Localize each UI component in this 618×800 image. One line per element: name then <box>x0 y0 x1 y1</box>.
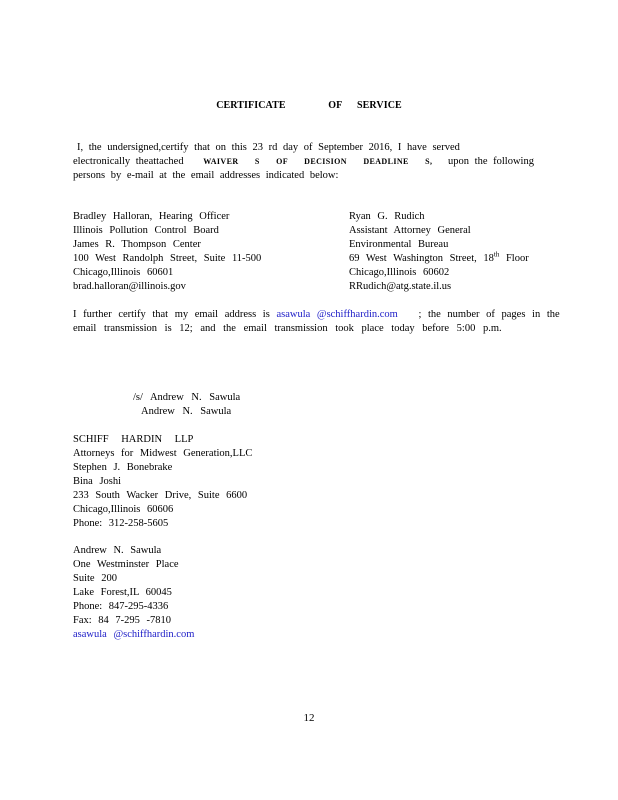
further-certification <box>73 308 560 336</box>
title-word-of: OF <box>328 100 343 111</box>
contact-street <box>349 252 529 266</box>
contact-street: 100 West Randolph Street, Suite 11-500 <box>73 253 262 264</box>
contact-building: James R. Thompson Center <box>73 239 201 250</box>
intro-line-3: persons by e-mail at the email addresses indicated below: <box>73 170 339 181</box>
office-fax: Fax: 84 7-295 -7810 <box>73 615 172 626</box>
intro-line-2 <box>73 155 539 169</box>
further-text-start: I further certify that my email address is <box>73 309 270 320</box>
office-phone: Phone: 847-295-4336 <box>73 601 169 612</box>
sender-email-link[interactable]: asawula @schiffhardin.com <box>276 309 398 320</box>
office-email-link[interactable]: asawula @schiffhardin.com <box>73 629 195 640</box>
contact-title: Assistant Attorney General <box>349 225 471 236</box>
page-number: 12 <box>303 712 315 724</box>
office-street: One Westminster Place <box>73 559 179 570</box>
page-title <box>0 100 618 111</box>
intro-line-2-end: upon the following <box>448 156 534 167</box>
ordinal-superscript: th <box>493 250 500 259</box>
intro-line-2-start: electronically theattached <box>73 156 184 167</box>
firm-street: 233 South Wacker Drive, Suite 6600 <box>73 490 248 501</box>
firm-block <box>73 433 252 531</box>
firm-city: Chicago,Illinois 60606 <box>73 504 174 515</box>
contact-name: Ryan G. Rudich <box>349 211 425 222</box>
firm-name: SCHIFF HARDIN LLP <box>73 434 194 445</box>
signature-line: /s/ Andrew N. Sawula <box>133 392 241 403</box>
firm-role: Attorneys for Midwest Generation,LLC <box>73 448 253 459</box>
service-list-right <box>349 210 529 294</box>
contact-name: Bradley Halloran, Hearing Officer <box>73 211 230 222</box>
attorney-name: Stephen J. Bonebrake <box>73 462 173 473</box>
contact-email: brad.halloran@illinois.gov <box>73 281 186 292</box>
document-title: WAIVER S OF DECISION DEADLINE S, <box>203 157 433 166</box>
street-floor: Floor <box>505 253 529 264</box>
street-text: 69 West Washington Street, 18 <box>349 253 494 264</box>
firm-phone: Phone: 312-258-5605 <box>73 518 169 529</box>
title-word-service: SERVICE <box>356 100 402 111</box>
office-city: Lake Forest,IL 60045 <box>73 587 172 598</box>
contact-organization: Illinois Pollution Control Board <box>73 225 219 236</box>
signatory-name: Andrew N. Sawula <box>141 406 232 417</box>
further-line-1 <box>73 308 560 322</box>
attorney-name: Bina Joshi <box>73 476 122 487</box>
title-word-certificate: CERTIFICATE <box>216 100 286 111</box>
contact-bureau: Environmental Bureau <box>349 239 449 250</box>
contact-city: Chicago,Illinois 60602 <box>349 267 450 278</box>
contact-city: Chicago,Illinois 60601 <box>73 267 174 278</box>
office-name: Andrew N. Sawula <box>73 545 162 556</box>
contact-email: RRudich@atg.state.il.us <box>349 281 452 292</box>
office-suite: Suite 200 <box>73 573 117 584</box>
office-block <box>73 544 194 642</box>
further-line-2: email transmission is 12; and the email transmission took place today before 5:00 p.m. <box>73 323 502 334</box>
intro-line-1: I, the undersigned,certify that on this 23 rd day of September 2016, I have served <box>77 142 460 153</box>
further-text-end: ; the number of pages in the <box>418 309 560 320</box>
service-list-left <box>73 210 261 294</box>
intro-paragraph <box>73 141 539 183</box>
